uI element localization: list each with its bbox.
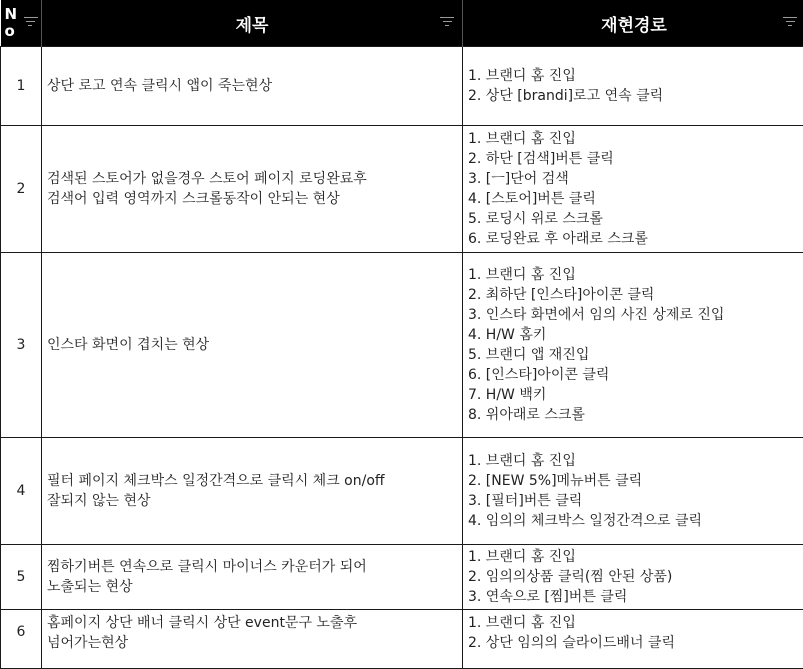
step-item: 1. 브랜디 홈 진입 — [468, 451, 803, 471]
cell-title[interactable] — [42, 545, 463, 610]
step-item: 3. 연속으로 [찜]버튼 클릭 — [468, 587, 803, 607]
table-row — [1, 545, 803, 610]
step-item: 1. 브랜디 홈 진입 — [468, 66, 803, 86]
title-line: 노출되는 현상 — [47, 577, 462, 597]
column-header-steps[interactable] — [463, 0, 803, 47]
cell-title[interactable] — [42, 438, 463, 545]
step-item: 1. 브랜디 홈 진입 — [468, 547, 803, 567]
cell-no[interactable]: 6 — [1, 610, 42, 669]
step-item: 2. 상단 [brandi]로고 연속 클릭 — [468, 86, 803, 106]
step-item: 7. H/W 백키 — [468, 385, 803, 405]
step-item: 4. H/W 홈키 — [468, 325, 803, 345]
filter-icon[interactable] — [440, 17, 454, 29]
cell-no[interactable]: 4 — [1, 438, 42, 545]
step-item: 3. 인스타 화면에서 임의 사진 상제로 진입 — [468, 305, 803, 325]
step-item: 2. 상단 임의의 슬라이드배너 클릭 — [468, 633, 803, 653]
title-line: 검색어 입력 영역까지 스크롤동작이 안되는 현상 — [47, 189, 462, 209]
title-line: 홈페이지 상단 배너 클릭시 상단 event문구 노출후 — [47, 613, 462, 633]
table-row — [1, 126, 803, 253]
title-line: 필터 페이지 체크박스 일정간격으로 클릭시 체크 on/off — [47, 471, 462, 491]
filter-icon[interactable] — [783, 17, 797, 29]
cell-steps[interactable] — [463, 253, 803, 438]
cell-no[interactable]: 5 — [1, 545, 42, 610]
column-header-title[interactable] — [42, 0, 463, 47]
table-header — [1, 0, 803, 47]
step-item: 2. 하단 [검색]버튼 클릭 — [468, 149, 803, 169]
column-header-title-label: 제목 — [236, 16, 269, 36]
step-item: 4. [스토어]버튼 클릭 — [468, 189, 803, 209]
step-item: 3. [필터]버튼 클릭 — [468, 491, 803, 511]
step-item: 8. 위아래로 스크롤 — [468, 405, 803, 425]
cell-title[interactable] — [42, 253, 463, 438]
cell-no[interactable]: 2 — [1, 126, 42, 253]
column-header-no-label: No — [5, 6, 17, 40]
cell-no[interactable]: 3 — [1, 253, 42, 438]
title-line: 찜하기버튼 연속으로 클릭시 마이너스 카운터가 되어 — [47, 557, 462, 577]
cell-steps[interactable] — [463, 545, 803, 610]
step-item: 1. 브랜디 홈 진입 — [468, 613, 803, 633]
step-item: 1. 브랜디 홈 진입 — [468, 265, 803, 285]
step-item: 2. 최하단 [인스타]아이콘 클릭 — [468, 285, 803, 305]
column-header-steps-label: 재현경로 — [601, 16, 667, 36]
table-body — [1, 47, 803, 669]
table-row — [1, 610, 803, 669]
title-line: 검색된 스토어가 없을경우 스토어 페이지 로딩완료후 — [47, 169, 462, 189]
step-item: 5. 브랜디 앱 재진입 — [468, 345, 803, 365]
step-item: 2. 임의의상품 클릭(찜 안된 상품) — [468, 567, 803, 587]
cell-steps[interactable] — [463, 438, 803, 545]
step-item: 2. [NEW 5%]메뉴버튼 클릭 — [468, 471, 803, 491]
title-line: 인스타 화면이 겹치는 현상 — [47, 335, 462, 355]
title-line: 상단 로고 연속 클릭시 앱이 죽는현상 — [47, 76, 462, 96]
step-item: 6. 로딩완료 후 아래로 스크롤 — [468, 229, 803, 249]
cell-steps[interactable] — [463, 610, 803, 669]
cell-no[interactable]: 1 — [1, 47, 42, 126]
step-item: 3. [ㅡ]단어 검색 — [468, 169, 803, 189]
table-row — [1, 47, 803, 126]
cell-title[interactable] — [42, 610, 463, 669]
cell-steps[interactable] — [463, 126, 803, 253]
cell-steps[interactable] — [463, 47, 803, 126]
step-item: 1. 브랜디 홈 진입 — [468, 129, 803, 149]
filter-icon[interactable] — [24, 17, 36, 29]
title-line: 잘되지 않는 현상 — [47, 491, 462, 511]
cell-title[interactable] — [42, 126, 463, 253]
cell-title[interactable] — [42, 47, 463, 126]
step-item: 5. 로딩시 위로 스크롤 — [468, 209, 803, 229]
step-item: 6. [인스타]아이콘 클릭 — [468, 365, 803, 385]
title-line: 넘어가는현상 — [47, 633, 462, 653]
step-item: 4. 임의의 체크박스 일정간격으로 클릭 — [468, 511, 803, 531]
table-row — [1, 253, 803, 438]
table-row — [1, 438, 803, 545]
column-header-no[interactable] — [1, 0, 42, 47]
